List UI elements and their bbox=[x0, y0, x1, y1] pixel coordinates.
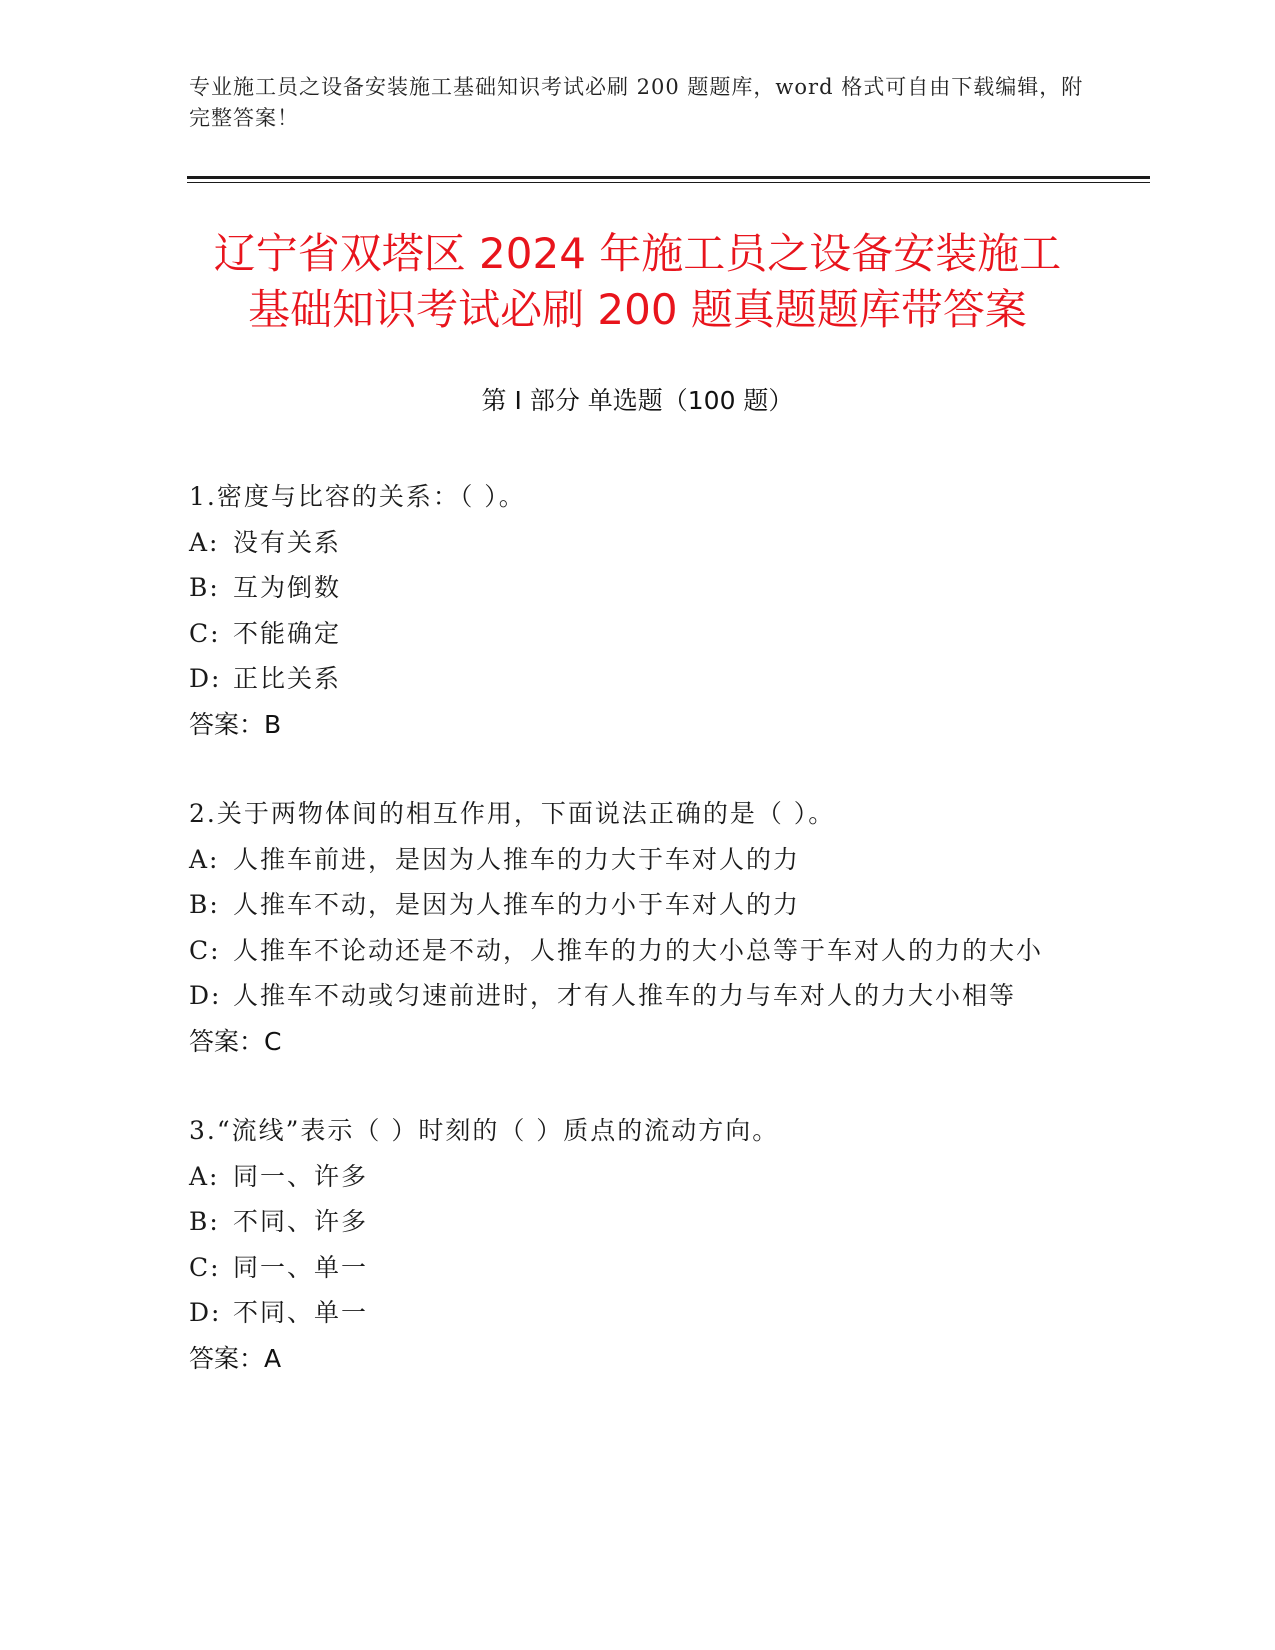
option-key: A: bbox=[189, 1161, 220, 1191]
option-text: 不能确定 bbox=[233, 618, 342, 648]
option-key: C: bbox=[189, 935, 221, 965]
option-text: 人推车不动，是因为人推车的力小于车对人的力 bbox=[233, 890, 801, 919]
option-c bbox=[189, 928, 1089, 974]
answer-label: 答案：B bbox=[189, 709, 282, 739]
option-text: 正比关系 bbox=[233, 664, 342, 693]
option-key: A: bbox=[189, 527, 220, 557]
option-key: A: bbox=[189, 844, 220, 874]
option-a bbox=[189, 837, 1089, 883]
question-stem: 2.关于两物体间的相互作用，下面说法正确的是（ ）。 bbox=[189, 799, 836, 828]
option-b bbox=[189, 1199, 1089, 1245]
question-2 bbox=[189, 791, 1089, 1064]
question-stem: 1.密度与比容的关系：（ ）。 bbox=[189, 482, 526, 511]
option-text: 人推车不动或匀速前进时，才有人推车的力与车对人的力大小相等 bbox=[233, 981, 1017, 1010]
option-key: B: bbox=[189, 1207, 220, 1236]
option-text: 不同、许多 bbox=[233, 1207, 369, 1236]
title-line-2: 基础知识考试必刷 200 题真题题库带答案 bbox=[248, 285, 1027, 334]
option-key: D: bbox=[189, 981, 222, 1010]
option-text: 同一、单一 bbox=[233, 1252, 369, 1282]
option-key: B: bbox=[189, 890, 220, 919]
question-3 bbox=[189, 1108, 1089, 1381]
question-list bbox=[189, 474, 1089, 1425]
question-stem: 3.“流线”表示（ ）时刻的（ ）质点的流动方向。 bbox=[189, 1116, 780, 1145]
option-c bbox=[189, 1245, 1089, 1291]
option-key: C: bbox=[189, 618, 221, 648]
header-note: 专业施工员之设备安装施工基础知识考试必刷 200 题题库，word 格式可自由下载编辑，附完整答案！ bbox=[189, 75, 1084, 130]
option-d bbox=[189, 973, 1089, 1019]
option-text: 同一、许多 bbox=[233, 1161, 369, 1191]
option-c bbox=[189, 611, 1089, 657]
option-text: 不同、单一 bbox=[233, 1298, 369, 1327]
option-text: 互为倒数 bbox=[233, 573, 342, 602]
option-text: 人推车不论动还是不动，人推车的力的大小总等于车对人的力的大小 bbox=[233, 935, 1044, 965]
option-text: 没有关系 bbox=[233, 527, 342, 557]
option-key: D: bbox=[189, 664, 222, 693]
question-1 bbox=[189, 474, 1089, 747]
option-b bbox=[189, 882, 1089, 928]
option-d bbox=[189, 1290, 1089, 1336]
answer-label: 答案：C bbox=[189, 1026, 282, 1056]
section-heading: 第 I 部分 单选题（100 题） bbox=[481, 386, 794, 415]
option-d bbox=[189, 656, 1089, 702]
option-key: B: bbox=[189, 573, 220, 602]
option-b bbox=[189, 565, 1089, 611]
header-divider-thick bbox=[187, 176, 1150, 179]
option-text: 人推车前进，是因为人推车的力大于车对人的力 bbox=[233, 844, 801, 874]
answer-label: 答案：A bbox=[189, 1343, 282, 1373]
document-title bbox=[160, 226, 1115, 338]
header-divider-thin bbox=[187, 182, 1150, 183]
option-a bbox=[189, 520, 1089, 566]
option-a bbox=[189, 1154, 1089, 1200]
option-key: D: bbox=[189, 1298, 222, 1327]
title-line-1: 辽宁省双塔区 2024 年施工员之设备安装施工 bbox=[213, 229, 1062, 278]
option-key: C: bbox=[189, 1252, 221, 1282]
